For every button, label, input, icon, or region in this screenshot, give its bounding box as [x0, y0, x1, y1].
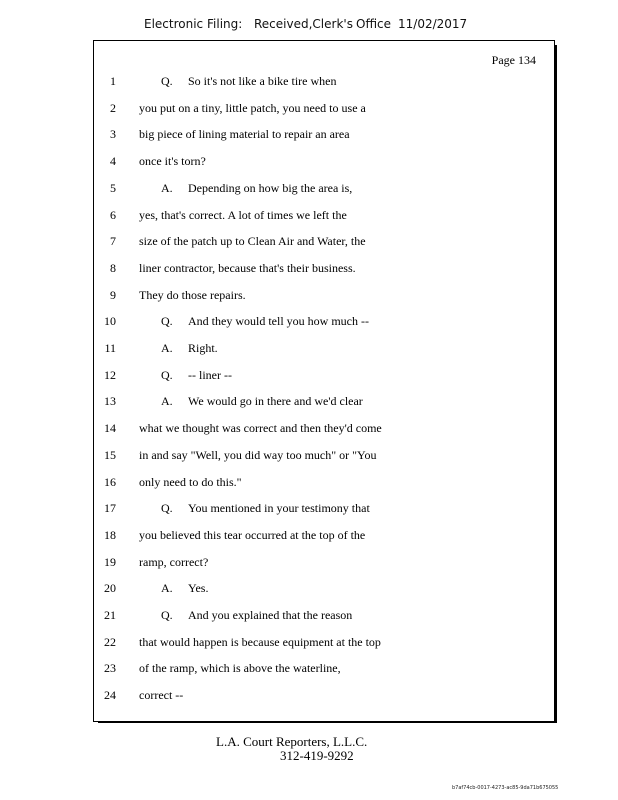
line-number: 22: [104, 634, 116, 649]
transcript-line: [94, 501, 554, 517]
line-content: [161, 341, 218, 356]
line-number: 15: [104, 447, 116, 462]
line-text: And they would tell you how much --: [188, 314, 369, 329]
speaker-label: Q.: [161, 501, 173, 516]
speaker-label: A.: [161, 394, 173, 409]
line-number: 20: [104, 581, 116, 596]
line-number: 2: [110, 100, 116, 115]
line-content: [139, 555, 208, 570]
line-number: 9: [110, 287, 116, 302]
line-text: big piece of lining material to repair an area: [139, 127, 350, 142]
transcript-line: [94, 394, 554, 410]
line-number: 13: [104, 394, 116, 409]
line-content: [139, 234, 366, 249]
header-word-electronic: Electronic: [144, 17, 204, 31]
line-content: [161, 181, 352, 196]
line-content: [139, 475, 242, 490]
line-text: you believed this tear occurred at the top of the: [139, 527, 366, 542]
header-word-filing: Filing:: [207, 17, 243, 31]
line-number: 24: [104, 688, 116, 703]
line-number: 4: [110, 154, 116, 169]
line-number: 23: [104, 661, 116, 676]
line-text: liner contractor, because that's their business.: [139, 260, 356, 275]
line-content: [139, 288, 246, 303]
line-number: 5: [110, 180, 116, 195]
transcript-line: [94, 234, 554, 250]
transcript-line: [94, 528, 554, 544]
transcript-line: [94, 608, 554, 624]
line-text: you put on a tiny, little patch, you need to use a: [139, 100, 366, 115]
line-text: yes, that's correct. A lot of times we left the: [139, 207, 347, 222]
transcript-line: [94, 101, 554, 117]
transcript-line: [94, 181, 554, 197]
transcript-line: [94, 368, 554, 384]
line-number: 3: [110, 127, 116, 142]
speaker-label: A.: [161, 180, 173, 195]
line-content: [139, 154, 206, 169]
line-content: [161, 501, 370, 516]
company-phone: 312-419-9292: [280, 748, 354, 763]
line-content: [139, 528, 365, 543]
line-text: So it's not like a bike tire when: [188, 74, 337, 88]
line-text: size of the patch up to Clean Air and Water, the: [139, 234, 366, 249]
transcript-line: [94, 555, 554, 571]
line-content: [139, 688, 183, 703]
transcript-line: [94, 261, 554, 277]
speaker-label: A.: [161, 341, 173, 355]
line-content: [139, 421, 382, 436]
line-text: what we thought was correct and then they'd come: [139, 421, 382, 436]
transcript-line: [94, 421, 554, 437]
page-number: Page 134: [491, 53, 536, 67]
line-number: 18: [104, 527, 116, 542]
line-number: 16: [104, 474, 116, 489]
line-content: [139, 261, 356, 276]
line-number: 7: [110, 234, 116, 249]
line-number: 10: [104, 314, 116, 329]
line-number: 6: [110, 207, 116, 222]
line-text: You mentioned in your testimony that: [188, 501, 370, 516]
line-text: once it's torn?: [139, 154, 206, 169]
line-content: [139, 208, 347, 223]
line-text: of the ramp, which is above the waterline,: [139, 661, 341, 676]
transcript-line: [94, 154, 554, 170]
line-text: Yes.: [188, 581, 209, 596]
line-text: that would happen is because equipment at the top: [139, 634, 381, 649]
line-content: [161, 581, 208, 596]
line-text: -- liner --: [188, 367, 232, 382]
transcript-line: [94, 288, 554, 304]
header-word-office: Office: [356, 17, 392, 31]
transcript-line: [94, 127, 554, 143]
line-text: We would go in there and we'd clear: [188, 394, 363, 409]
frame-shadow-right: [555, 45, 557, 722]
line-text: correct --: [139, 688, 184, 703]
line-content: [161, 74, 336, 89]
line-text: And you explained that the reason: [188, 608, 353, 622]
transcript-line: [94, 581, 554, 597]
line-content: [161, 314, 369, 329]
transcript-line: [94, 661, 554, 677]
line-number: 8: [110, 260, 116, 275]
transcript-line: [94, 688, 554, 704]
speaker-label: Q.: [161, 314, 173, 329]
transcript-line: [94, 341, 554, 357]
line-content: [161, 394, 363, 409]
header-word-received-clerks: Received,Clerk's: [254, 17, 353, 31]
line-number: 17: [104, 501, 116, 516]
transcript-line: [94, 74, 554, 90]
line-text: They do those repairs.: [139, 287, 246, 302]
speaker-label: A.: [161, 581, 173, 596]
speaker-label: Q.: [161, 608, 173, 622]
line-text: ramp, correct?: [139, 554, 209, 569]
line-content: [139, 661, 341, 676]
line-text: in and say "Well, you did way too much" or "You: [139, 447, 377, 462]
line-number: 19: [104, 554, 116, 569]
transcript-line: [94, 475, 554, 491]
line-text: only need to do this.": [139, 474, 242, 489]
line-number: 1: [110, 74, 116, 88]
line-text: Right.: [188, 341, 218, 355]
line-text: Depending on how big the area is,: [188, 180, 353, 195]
transcript-page: [93, 40, 555, 722]
line-content: [139, 448, 377, 463]
line-content: [139, 127, 350, 142]
line-content: [161, 608, 352, 623]
speaker-label: Q.: [161, 74, 173, 88]
line-number: 12: [104, 367, 116, 382]
transcript-line: [94, 314, 554, 330]
line-content: [139, 101, 366, 116]
header-date: 11/02/2017: [398, 17, 468, 31]
line-number: 21: [104, 608, 116, 622]
transcript-line: [94, 208, 554, 224]
line-number: 11: [104, 341, 116, 355]
company-name: L.A. Court Reporters, L.L.C.: [216, 734, 368, 749]
transcript-line: [94, 448, 554, 464]
line-number: 14: [104, 421, 116, 436]
speaker-label: Q.: [161, 367, 173, 382]
line-content: [139, 635, 381, 650]
document-id: b7af74cb-0017-4273-ac85-9da71b675055: [452, 785, 559, 791]
filing-header: [0, 17, 618, 37]
transcript-line: [94, 635, 554, 651]
line-content: [161, 368, 232, 383]
